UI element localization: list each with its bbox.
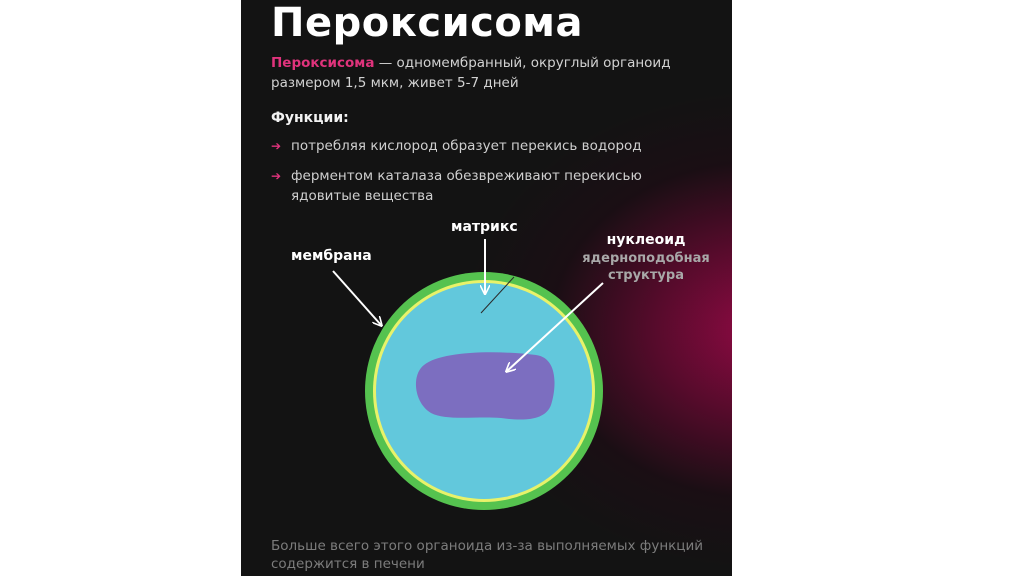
label-nucleoid: нуклеоид <box>606 232 686 248</box>
label-matrix: матрикс <box>451 219 518 235</box>
slide <box>241 0 732 576</box>
function-text: потребляя кислород образует перекись водород <box>291 138 642 154</box>
label-membrane: мембрана <box>291 248 372 264</box>
functions-list <box>271 136 711 206</box>
nucleoid <box>416 352 555 419</box>
description-term: Пероксисома <box>271 55 375 71</box>
function-item <box>271 166 711 206</box>
label-nucleoid-sub2: структура <box>608 268 684 283</box>
functions-heading: Функции: <box>271 110 349 126</box>
function-item <box>271 136 711 156</box>
slide-title: Пероксисома <box>271 0 583 46</box>
membrane-pointer-arrow <box>333 271 381 325</box>
description-text: — одномембранный, округлый органоид размером 1,5 мкм, живет 5-7 дней <box>271 55 671 91</box>
footer-note: Больше всего этого органоида из-за выполняемых функций содержится в печени <box>271 538 704 572</box>
label-nucleoid-sub1: ядерноподобная <box>582 251 710 266</box>
arrow-right-icon: ➔ <box>271 139 282 153</box>
description <box>271 53 721 93</box>
arrow-right-icon: ➔ <box>271 169 282 183</box>
function-text: ферментом каталаза обезвреживают перекисью ядовитые вещества <box>291 168 642 204</box>
peroxisome-diagram <box>241 205 732 535</box>
